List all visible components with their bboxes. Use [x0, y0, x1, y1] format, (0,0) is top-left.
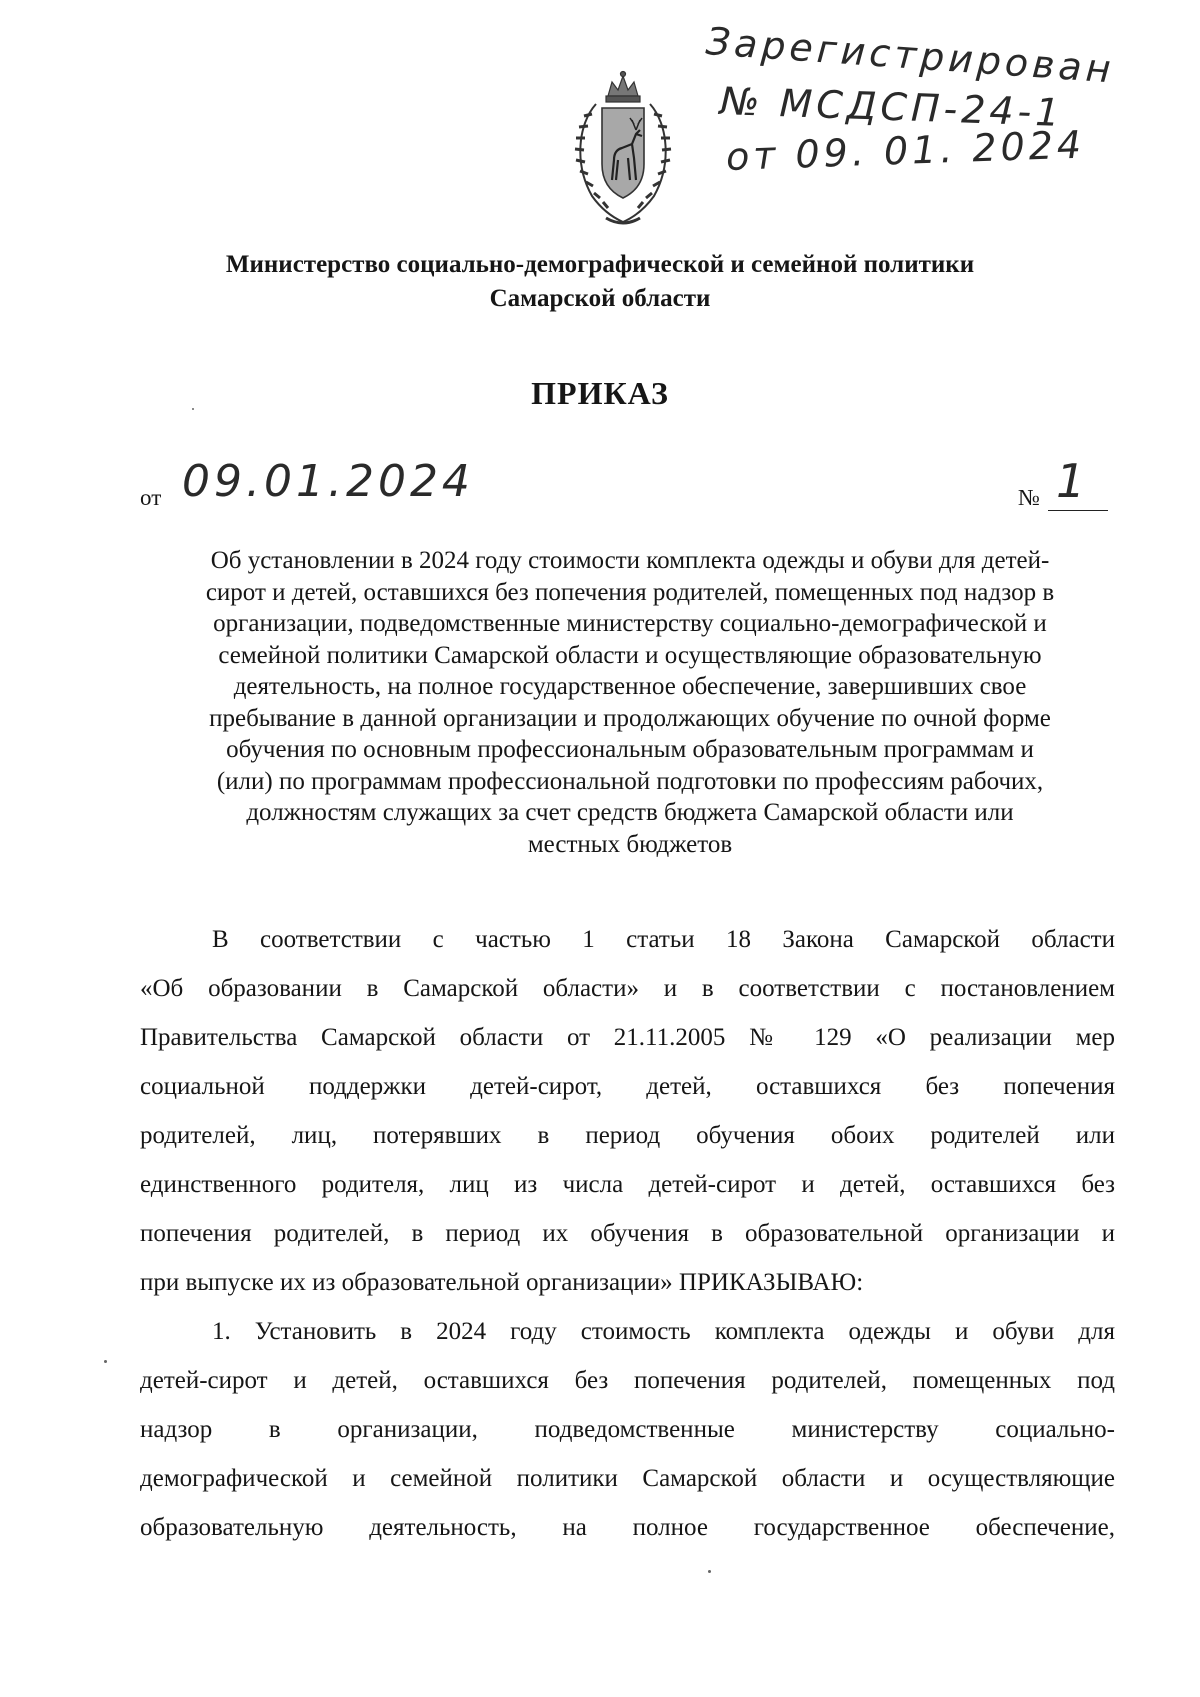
order-number: 1 — [1056, 454, 1090, 508]
body-line: Правительства Самарской области от 21.11.2005 № 129 «О реализации мер — [140, 1024, 1115, 1051]
registration-note-line-3: от 09. 01. 2024 — [725, 122, 1086, 179]
registration-note-line-2: № МСДСП-24-1 — [719, 79, 1065, 135]
ministry-name-line-1: Министерство социально-демографической и семейной политики — [225, 251, 975, 278]
registration-note-line-1: Зарегистрирован — [704, 19, 1117, 92]
body-line: надзор в организации, подведомственные министерству социально- — [140, 1416, 1115, 1443]
subject-line: местных бюджетов — [527, 830, 733, 858]
body-line: «Об образовании в Самарской области» и в соответствии с постановлением — [140, 975, 1115, 1002]
order-title: ПРИКАЗ — [531, 375, 669, 411]
body-line: 1. Установить в 2024 году стоимость комплекта одежды и обуви для — [212, 1318, 1115, 1345]
body-line: детей-сирот и детей, оставшихся без попечения родителей, помещенных под — [140, 1367, 1115, 1394]
scan-speck — [192, 408, 194, 410]
subject-line: Об установлении в 2024 году стоимости комплекта одежды и обуви для детей- — [210, 547, 1050, 574]
ministry-name-line-2: Самарской области — [489, 285, 711, 312]
subject-line: (или) по программам профессиональной подготовки по профессиям рабочих, — [216, 767, 1044, 795]
order-date: 09.01.2024 — [182, 456, 474, 507]
order-subject — [140, 545, 1120, 860]
scan-speck — [708, 1570, 711, 1573]
body-line: В соответствии с частью 1 статьи 18 Закона Самарской области — [212, 926, 1115, 953]
number-prefix: № — [1018, 485, 1040, 510]
body-line: родителей, лиц, потерявших в период обучения обоих родителей или — [140, 1122, 1115, 1149]
coat-of-arms-emblem — [556, 68, 690, 230]
body-line: попечения родителей, в период их обучения в образовательной организации и — [140, 1220, 1115, 1247]
body-line: образовательную деятельность, на полное государственное обеспечение, — [140, 1514, 1115, 1541]
number-underline — [1048, 510, 1108, 511]
body-line: при выпуске их из образовательной организации» ПРИКАЗЫВАЮ: — [140, 1269, 864, 1296]
body-line: единственного родителя, лиц из числа детей-сирот и детей, оставшихся без — [140, 1171, 1115, 1198]
subject-line: обучения по основным профессиональным образовательным программам и — [226, 736, 1034, 763]
body-line: социальной поддержки детей-сирот, детей, оставшихся без попечения — [140, 1073, 1115, 1100]
date-prefix: от — [140, 485, 162, 510]
subject-line: деятельность, на полное государственное обеспечение, завершивших свое — [233, 673, 1027, 700]
scan-speck — [104, 1360, 107, 1363]
order-body — [140, 915, 1115, 1552]
subject-line: сирот и детей, оставшихся без попечения родителей, помещенных под надзор в — [205, 578, 1055, 606]
subject-line: семейной политики Самарской области и осуществляющие образовательную — [218, 641, 1042, 669]
body-line: демографической и семейной политики Самарской области и осуществляющие — [140, 1465, 1115, 1492]
subject-line: пребывание в данной организации и продолжающих обучение по очной форме — [209, 704, 1051, 732]
subject-line: должностям служащих за счет средств бюджета Самарской области или — [246, 799, 1014, 826]
subject-line: организации, подведомственные министерству социально-демографической и — [213, 610, 1047, 637]
